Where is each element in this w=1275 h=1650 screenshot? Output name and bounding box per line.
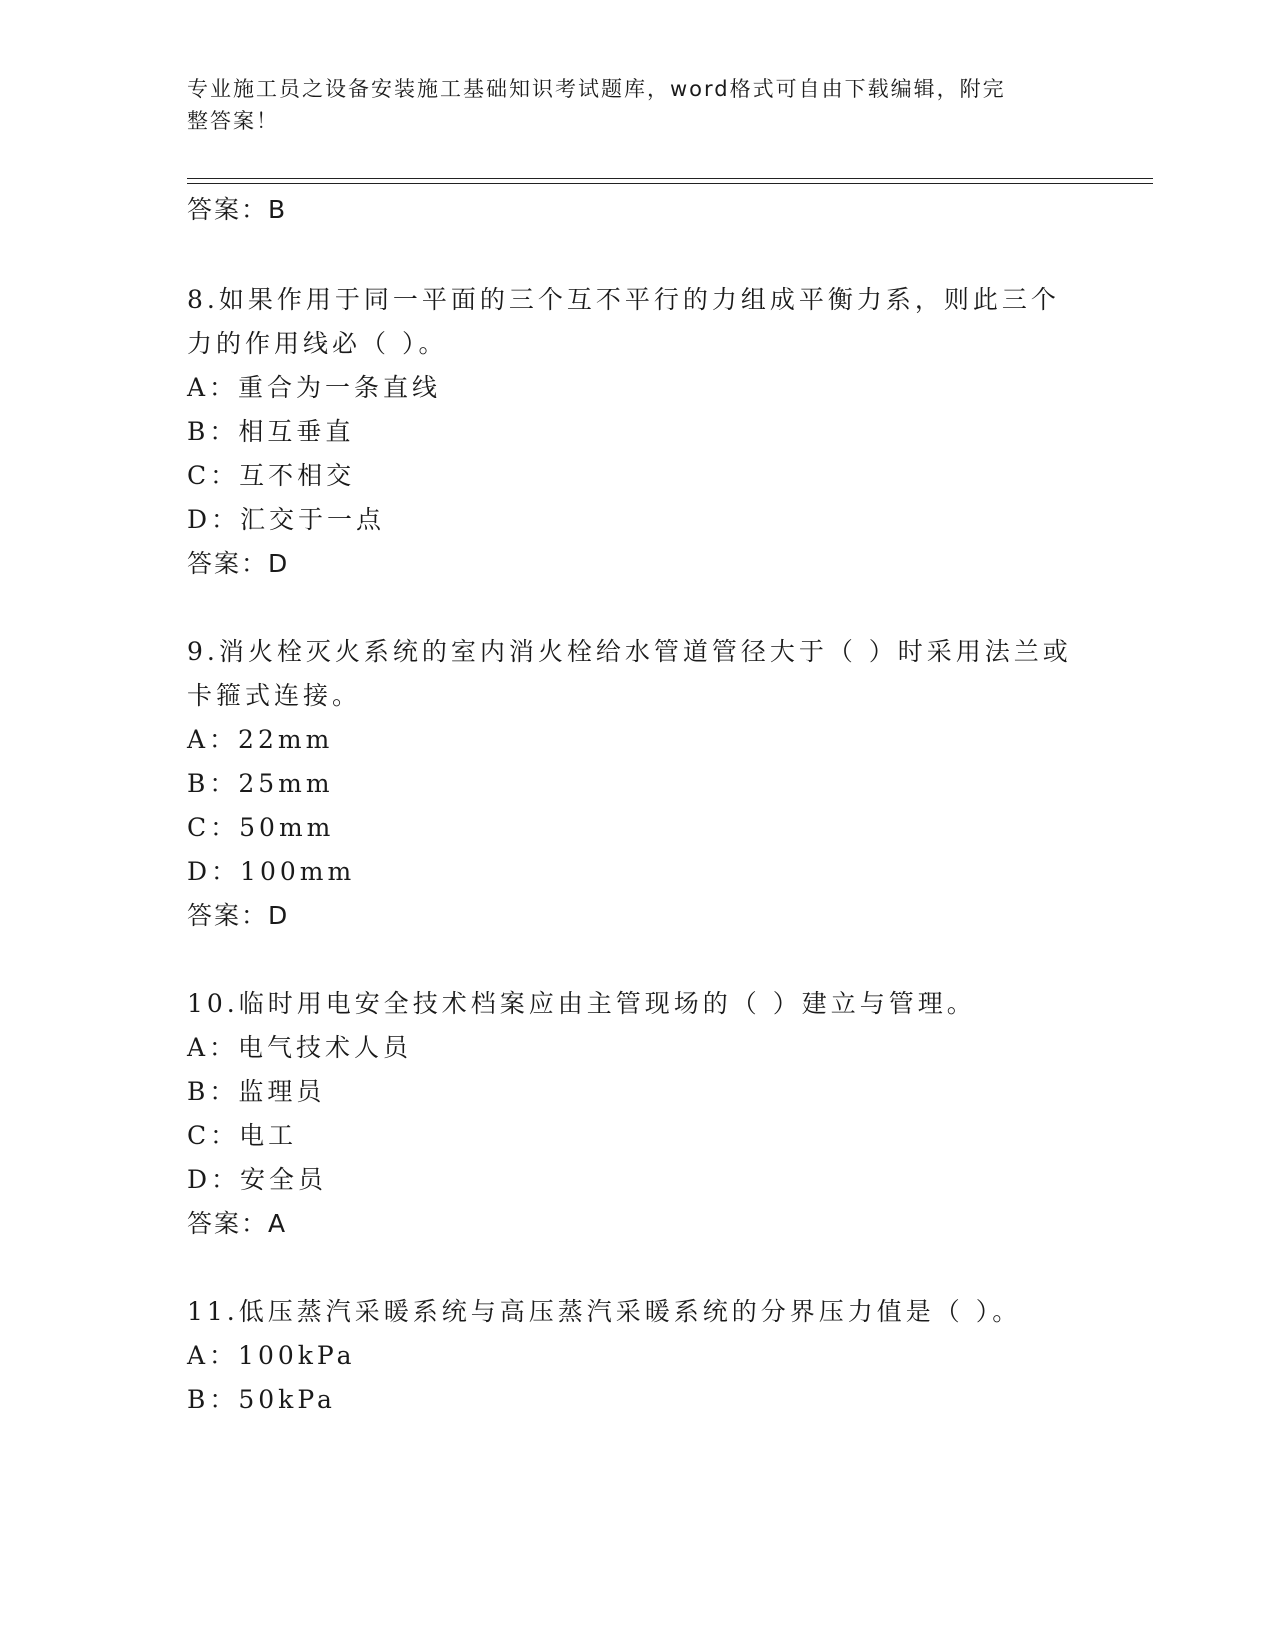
question-10-option-c: C：电工	[187, 1121, 298, 1150]
question-8-option-a: A：重合为一条直线	[187, 373, 442, 402]
question-11-stem-line-1: 11.低压蒸汽采暖系统与高压蒸汽采暖系统的分界压力值是（ ）。	[187, 1297, 1022, 1326]
question-8-stem-line-1: 8.如果作用于同一平面的三个互不平行的力组成平衡力系，则此三个	[187, 285, 1060, 314]
question-9-answer: 答案：D	[187, 901, 290, 930]
question-10-option-b: B：监理员	[187, 1077, 326, 1106]
question-10-answer: 答案：A	[187, 1209, 288, 1238]
question-11-option-a: A：100kPa	[187, 1341, 356, 1370]
header-line-1: 专业施工员之设备安装施工基础知识考试题库，word格式可自由下载编辑，附完	[187, 77, 1006, 101]
question-8-answer: 答案：D	[187, 549, 290, 578]
question-8-option-b: B：相互垂直	[187, 417, 355, 446]
question-9-option-a: A：22mm	[187, 725, 334, 754]
question-9-option-d: D：100mm	[187, 857, 356, 886]
question-10-option-a: A：电气技术人员	[187, 1033, 413, 1062]
question-8-option-d: D：汇交于一点	[187, 505, 386, 534]
question-9-option-c: C：50mm	[187, 813, 335, 842]
page-header	[187, 73, 1067, 137]
question-10-option-d: D：安全员	[187, 1165, 328, 1194]
question-10-stem-line-1: 10.临时用电安全技术档案应由主管现场的（ ）建立与管理。	[187, 989, 976, 1018]
header-line-2: 整答案！	[187, 109, 279, 133]
question-8-stem-line-2: 力的作用线必（ ）。	[187, 329, 448, 358]
header-divider-bottom	[187, 183, 1153, 184]
question-9-stem-line-1: 9.消火栓灭火系统的室内消火栓给水管道管径大于（ ）时采用法兰或	[187, 637, 1072, 666]
question-9-option-b: B：25mm	[187, 769, 334, 798]
question-9-stem-line-2: 卡箍式连接。	[187, 681, 362, 710]
answer-previous: 答案：B	[187, 195, 288, 224]
question-8-option-c: C：互不相交	[187, 461, 356, 490]
question-11-option-b: B：50kPa	[187, 1385, 336, 1414]
header-divider-top	[187, 178, 1153, 179]
